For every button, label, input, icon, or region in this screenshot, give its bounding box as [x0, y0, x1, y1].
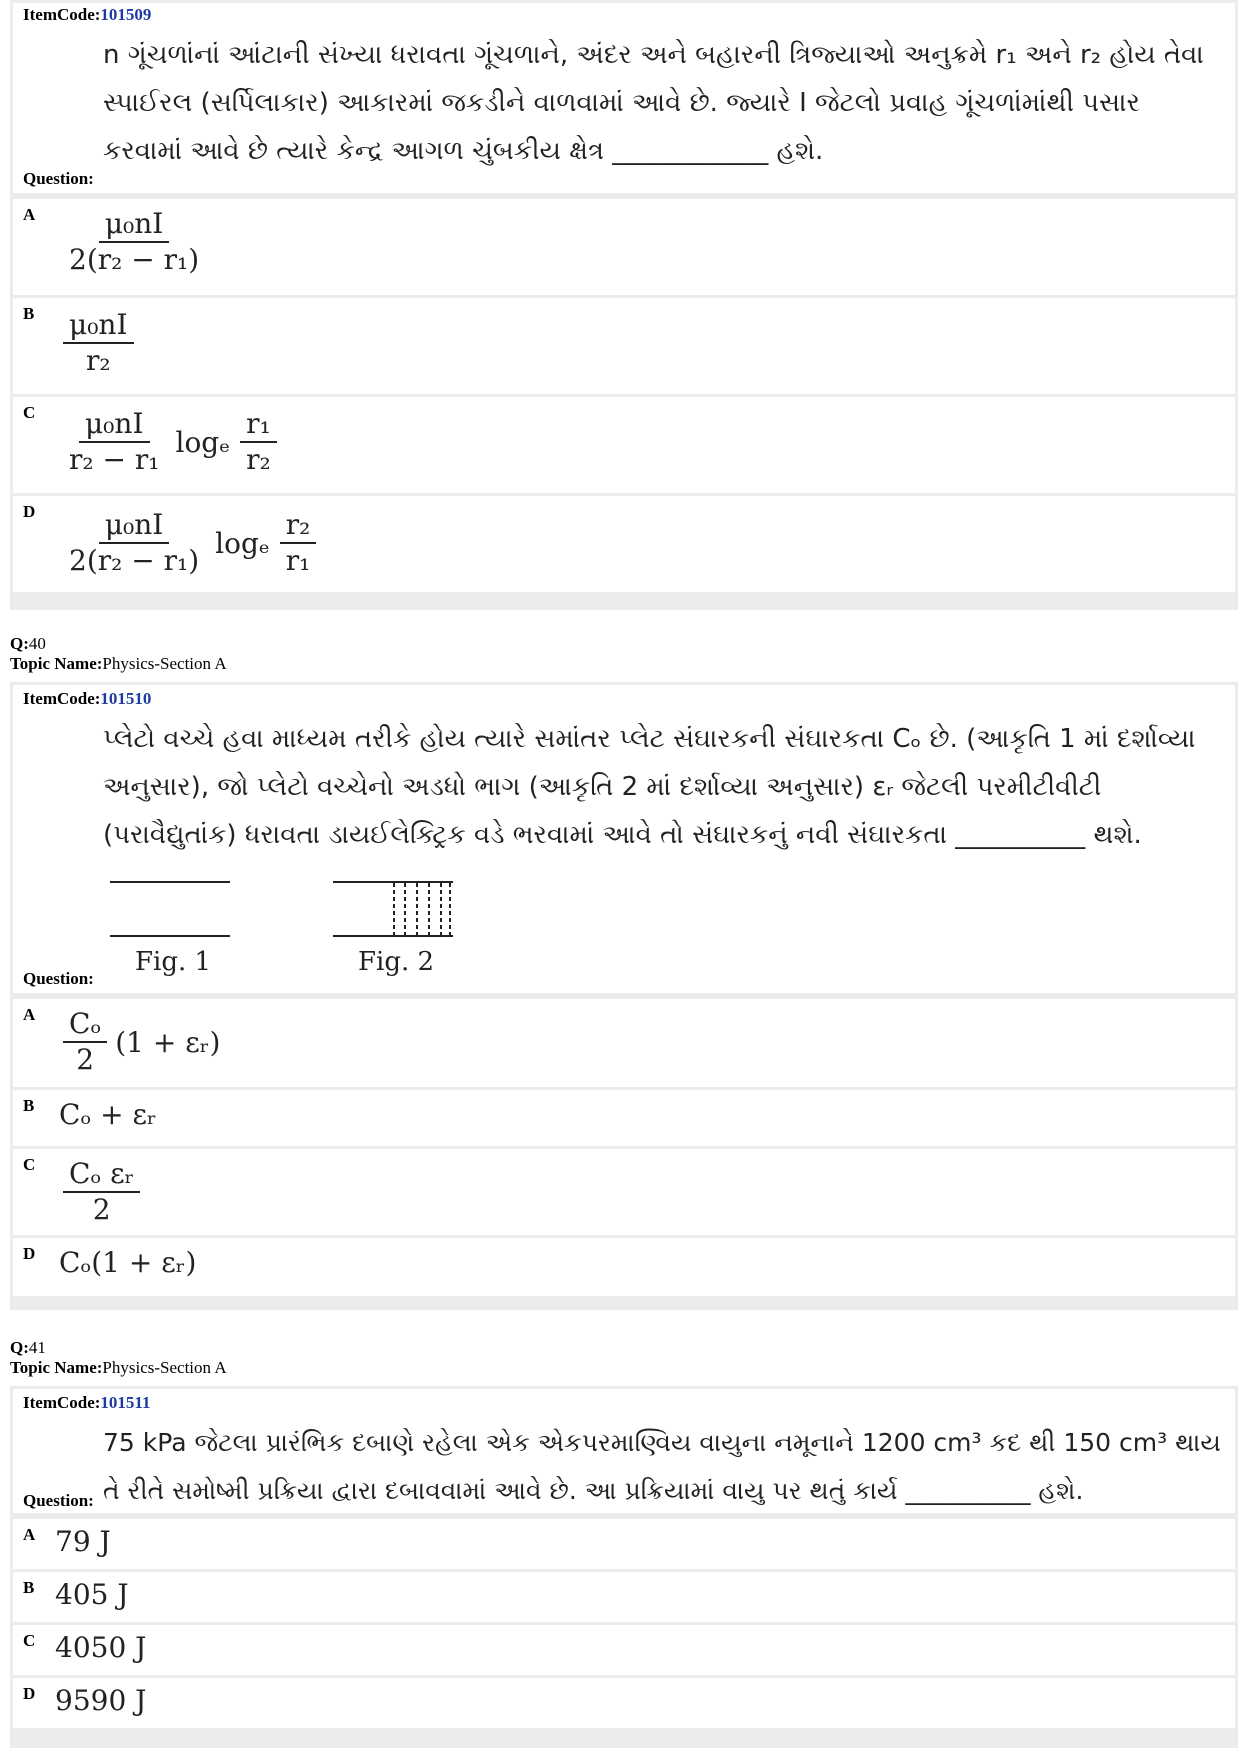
option-formula	[63, 207, 213, 277]
denominator: 2(r₂ − r₁)	[69, 544, 200, 577]
question-number: Q:41	[10, 1338, 46, 1357]
option-letter: D	[23, 1244, 36, 1263]
figure-2-label: Fig. 2	[358, 947, 435, 977]
question-number: Q:40	[10, 634, 46, 653]
figure-1-label: Fig. 1	[135, 947, 212, 977]
question-text: 75 kPa જેટલા પ્રારંભિક દબાણે રહેલા એક એકપરમાણ્વિય વાયુના નમૂનાને 1200 cm³ કદ થી 150 cm³ થાય તે રીતે સમોષ્મી પ્રક્રિયા દ્વારા દબાવવામાં આવે છે. આ પ્રક્રિયામાં વાયુ પર થતું કાર્ય __________ હશે.	[103, 1428, 1221, 1505]
option-a[interactable]	[13, 1519, 1235, 1569]
option-formula	[63, 1157, 148, 1227]
option-b[interactable]	[13, 1572, 1235, 1622]
fraction	[280, 508, 317, 578]
topic-name: Topic Name:Physics-Section A	[10, 654, 227, 673]
question-41-header	[10, 1386, 1238, 1516]
fraction	[63, 207, 205, 277]
option-a[interactable]	[13, 199, 1235, 295]
fraction	[63, 508, 205, 578]
option-formula	[63, 308, 142, 378]
question-39-block	[10, 0, 1238, 610]
option-letter: C	[23, 1631, 36, 1650]
suffix-term: (1 + εᵣ)	[115, 1025, 221, 1059]
option-formula	[63, 1007, 220, 1077]
option-letter: C	[23, 1155, 36, 1174]
item-code	[23, 1393, 150, 1413]
denominator: r₂ − r₁	[69, 443, 160, 476]
numerator: Cₒ εᵣ	[63, 1157, 140, 1193]
option-text: 79 J	[55, 1525, 111, 1558]
option-text: Cₒ + εᵣ	[59, 1098, 157, 1131]
option-letter: A	[23, 205, 36, 224]
option-c[interactable]	[13, 1625, 1235, 1675]
numerator: r₁	[240, 407, 277, 443]
option-letter: B	[23, 1096, 35, 1115]
item-code-value: 101510	[100, 689, 152, 708]
question-label: Question:	[23, 1491, 94, 1510]
option-letter: B	[23, 1578, 35, 1597]
question-label: Question:	[23, 969, 94, 988]
option-b[interactable]	[13, 298, 1235, 394]
option-letter: D	[23, 502, 36, 521]
option-d[interactable]	[13, 1678, 1235, 1728]
option-text: Cₒ(1 + εᵣ)	[59, 1246, 197, 1279]
numerator: μ₀nI	[99, 207, 170, 243]
option-c[interactable]	[13, 397, 1235, 493]
log-term: logₑ	[215, 526, 270, 560]
question-label: Question:	[23, 169, 94, 188]
fraction	[63, 308, 134, 378]
numerator: μ₀nI	[63, 308, 134, 344]
denominator: r₂	[85, 344, 111, 377]
option-letter: C	[23, 403, 36, 422]
question-40-meta	[10, 634, 227, 674]
option-d[interactable]	[13, 496, 1235, 592]
topic-name: Topic Name:Physics-Section A	[10, 1358, 227, 1377]
question-40-header	[10, 682, 1238, 996]
item-code	[23, 689, 151, 709]
denominator: r₁	[285, 544, 311, 577]
option-text: 9590 J	[55, 1684, 147, 1717]
question-39-header	[10, 0, 1238, 196]
item-code-value: 101509	[100, 5, 152, 24]
figure-1-plate-top	[110, 881, 230, 883]
option-letter: D	[23, 1684, 36, 1703]
question-41-block	[10, 1386, 1238, 1748]
option-formula	[63, 407, 285, 477]
log-term: logₑ	[175, 425, 231, 459]
figure-2-plate-bottom	[333, 935, 453, 937]
figure-1-plate-bottom	[110, 935, 230, 937]
fraction	[63, 1157, 140, 1227]
question-text: n ગૂંચળાંનાં આંટાની સંખ્યા ધરાવતા ગૂંચળાને, અંદર અને બહારની ત્રિજ્યાઓ અનુક્રમે r₁ અને r₂ હોય તેવા સ્પાઈરલ (સર્પિલાકાર) આકારમાં જકડીને વાળવામાં આવે છે. જ્યારે I જેટલો પ્રવાહ ગૂંચળાંમાંથી પસાર કરવામાં આવે છે ત્યારે કેન્દ્ર આગળ ચુંબકીય ક્ષેત્ર ____________ હશે.	[103, 40, 1204, 166]
option-letter: A	[23, 1525, 36, 1544]
item-code-label: ItemCode:	[23, 5, 101, 24]
denominator: 2	[76, 1043, 95, 1076]
numerator: μ₀nI	[79, 407, 150, 443]
option-c[interactable]	[13, 1149, 1235, 1235]
option-b[interactable]	[13, 1090, 1235, 1146]
fraction	[63, 407, 165, 477]
question-text: પ્લેટો વચ્ચે હવા માધ્યમ તરીકે હોય ત્યારે સમાંતર પ્લેટ સંઘારકની સંઘારકતા Cₒ છે. (આકૃતિ 1 માં દર્શાવ્યા અનુસાર), જો પ્લેટો વચ્ચેનો અડધો ભાગ (આકૃતિ 2 માં દર્શાવ્યા અનુસાર) εᵣ જેટલી પરમીટીવીટી (પરાવૈદ્યુતાંક) ધરાવતા ડાયઈલેક્ટ્રિક વડે ભરવામાં આવે તો સંઘારકનું નવી સંઘારકતા __________ થશે.	[103, 724, 1196, 850]
option-d[interactable]	[13, 1238, 1235, 1296]
item-code-label: ItemCode:	[23, 1393, 101, 1412]
item-code	[23, 5, 151, 25]
denominator: 2	[92, 1193, 111, 1226]
fraction	[63, 1007, 107, 1077]
figure-2	[333, 881, 453, 937]
denominator: 2(r₂ − r₁)	[69, 243, 200, 276]
fraction	[240, 407, 277, 477]
numerator: μ₀nI	[99, 508, 170, 544]
numerator: r₂	[280, 508, 317, 544]
option-letter: A	[23, 1005, 36, 1024]
item-code-value: 101511	[100, 1393, 151, 1412]
dielectric-slab	[393, 883, 451, 935]
option-formula	[63, 508, 324, 578]
numerator: Cₒ	[63, 1007, 107, 1043]
item-code-label: ItemCode:	[23, 689, 101, 708]
option-letter: B	[23, 304, 35, 323]
denominator: r₂	[246, 443, 271, 476]
question-40-block	[10, 682, 1238, 1310]
option-text: 405 J	[55, 1578, 129, 1611]
question-41-meta	[10, 1338, 227, 1378]
option-a[interactable]	[13, 999, 1235, 1087]
option-text: 4050 J	[55, 1631, 147, 1664]
